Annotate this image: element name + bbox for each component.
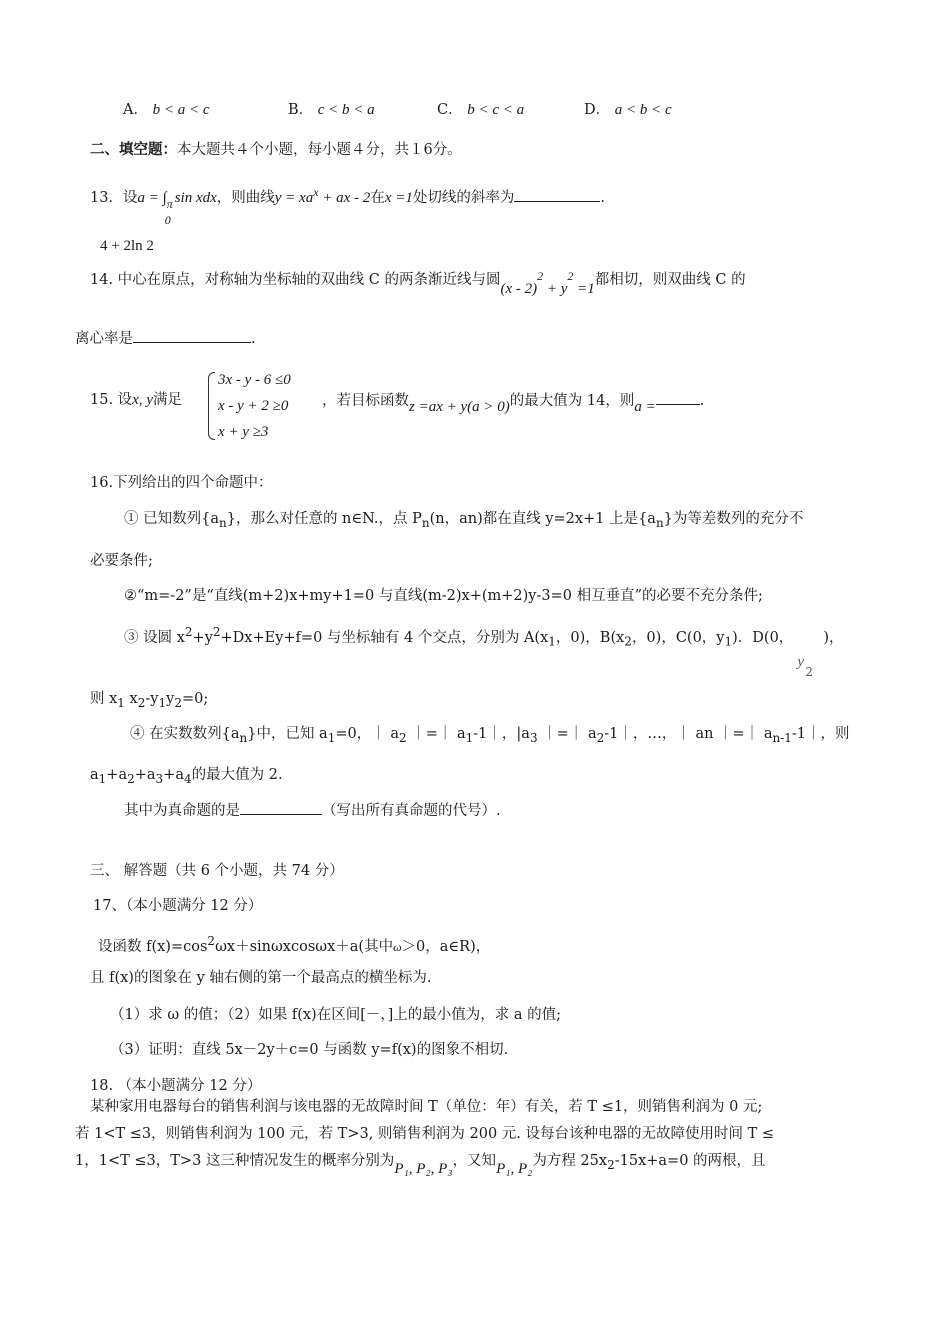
prop-4-cont: $a_1+a_2+a_3+a_4$的最大值为 2. [90,767,283,786]
q17-line1: 设函数 $f(x)=\cos^2\omega x+\sin\omega xcos\omega x+a$(其中ω＞0，a∈R)， [98,934,491,955]
prop-1-cont: 必要条件; [90,553,153,569]
prop-3-cont: 则 $x_1$ $x_2-y_1y_2=0$; [90,691,209,710]
system-brace [208,372,215,440]
question-14: 14. 中心在原点，对称轴为坐标轴的双曲线 C 的两条渐近线与圆$(x - 2)^2 + y^2 =1$都相切，则双曲线 C 的 [90,269,746,297]
question-16-conclusion: 其中为真命题的是 （写出所有真命题的代号）. [124,800,501,821]
q18-title: 18. （本小题满分 12 分） [90,1078,262,1094]
ineq-3: x + y ≥3 [218,424,269,440]
choice-b: B． c < b < a [288,102,375,118]
choice-c: C． b < c < a [437,102,525,118]
choice-d: D． a < b < c [584,102,672,118]
q18-line2: 若 1<T ≤3，则销售利润为 100 元，若 T>3, 则销售利润为 200 元. 设每台该种电器的无故障使用时间 T ≤ [75,1126,775,1142]
question-13: 13．设a = ∫ π 0 sin xdx，则曲线$y = xa^x$ + ax - 2在x =1处切线的斜率为 . [90,185,605,227]
blank-15 [656,390,700,405]
question-14-line2: 离心率是 . [75,328,256,349]
blank-14 [133,328,251,343]
prop-4: ④ 在实数数列$\{a_n\}$中，已知 $a_1=0$，｜ $a_2$ ｜=｜ $a_1-1|$，$|a_3$ ｜=｜ $a_2-1|$，…，｜ an ｜=｜ $a_{n-1}-1|$，则 [130,726,850,745]
q17-line4: （3）证明：直线 5x－2y＋c=0 与函数 y=f(x)的图象不相切. [110,1042,509,1058]
q17-line3: （1）求 ω 的值；（2）如果 f(x)在区间[－，]上的最小值为，求 a 的值; [110,1007,562,1023]
question-15: 15. 设x, y满足 [90,392,182,408]
prop-3: ③ 设圆 $x^2+y^2+Dx+Ey+f=0$ 与坐标轴有 4 个交点，分别为 $A(x_1$，0)，$B(x_2$，0)，C(0，$y_1$)．D(0， y 2 )， [124,625,844,679]
q18-line3: 1，1<T ≤3，T>3 这三种情况发生的概率分别为P₁, P₂, P₃，又知P₁, P₂为方程 $25x_2-15x+a=0$ 的两根，且 [75,1153,766,1177]
q18-line1: 某种家用电器每台的销售利润与该电器的无故障时间 T（单位：年）有关，若 T ≤1，则销售利润为 0 元; [90,1099,763,1115]
prop-1: ① 已知数列$\{a_n\}$，那么对任意的 n∈N.，点 $P_n(n$，an)都在直线 y=2x+1 上是$\{a_n\}$为等差数列的充分不 [124,511,804,530]
blank-13 [514,187,600,202]
q17-title: 17、（本小题满分 12 分） [93,898,263,914]
q17-line2: 且 f(x)的图象在 y 轴右侧的第一个最高点的横坐标为. [90,970,432,986]
choice-a: A． b < a < c [123,102,210,118]
section3-heading: 三、 解答题（共 6 个小题，共 74 分） [90,863,344,879]
question-16-intro: 16.下列给出的四个命题中： [90,475,273,491]
prop-2: ②“m=-2”是“直线(m+2)x+my+1=0 与直线(m-2)x+(m+2)y-3=0 相互垂直”的必要不充分条件; [124,588,763,604]
question-15-tail: ，若目标函数z =ax + y(a > 0)的最大值为 14，则a = . [322,390,704,411]
answer-13: 4 + 2ln 2 [100,238,154,254]
section2-heading: 二、填空题：本大题共４个小题，每小题４分，共１6分。 [90,141,462,158]
ineq-2: x - y + 2 ≥0 [218,398,289,414]
blank-16 [240,800,322,815]
ineq-1: 3x - y - 6 ≤0 [218,372,291,388]
